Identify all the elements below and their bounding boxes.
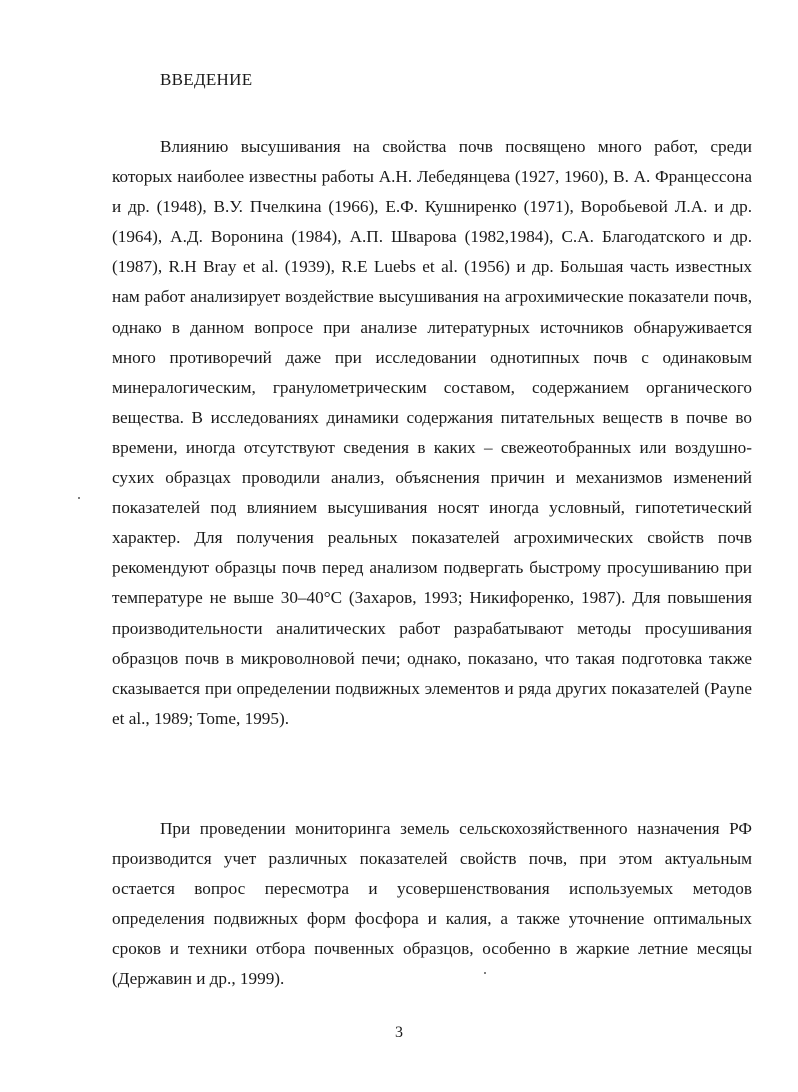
paragraph-2: При проведении мониторинга земель сельскохозяйственного назначения РФ производится учет различных показателей свойств почв, при этом актуальным остается вопрос пересмотра и усовершенствования используемых методов определения подвижных форм фосфора и калия, а также уточнение оптимальных сроков и техники отбора почвенных образцов, особенно в жаркие летние месяцы (Державин и др., 1999). <box>112 819 752 989</box>
body-text-block-1 <box>112 132 752 734</box>
scan-speck <box>484 972 486 974</box>
page-number: 3 <box>395 1024 403 1041</box>
paragraph-1: Влиянию высушивания на свойства почв посвящено много работ, среди которых наиболее известны работы А.Н. Лебедянцева (1927, 1960), В. А. Францессона и др. (1948), В.У. Пчелкина (1966), Е.Ф. Кушниренко (1971), Воробьевой Л.А. и др. (1964), А.Д. Воронина (1984), А.П. Шварова (1982,1984), С.А. Благодатского и др. (1987), R.H Bray et al. (1939), R.E Luebs et al. (1956) и др. Большая часть известных нам работ анализирует воздействие высушивания на агрохимические показатели почв, однако в данном вопросе при анализе литературных источников обнаруживается много противоречий даже при исследовании однотипных почв с одинаковым минералогическим, гранулометрическим составом, содержанием органического вещества. В исследованиях динамики содержания питательных веществ в почве во времени, иногда отсутствуют сведения в каких – свежеотобранных или воздушно-сухих образцах проводили анализ, объяснения причин и механизмов изменений показателей под влиянием высушивания носят иногда условный, гипотетический характер. Для получения реальных показателей агрохимических свойств почв рекомендуют образцы почв перед анализом подвергать быстрому просушиванию при температуре не выше 30–40°С (Захаров, 1993; Никифоренко, 1987). Для повышения производительности аналитических работ разрабатывают методы просушивания образцов почв в микроволновой печи; однако, показано, что такая подготовка также сказывается при определении подвижных элементов и ряда других показателей (Payne et al., 1989; Tome, 1995). <box>112 137 752 728</box>
section-heading: ВВЕДЕНИЕ <box>160 70 253 89</box>
scan-speck <box>78 497 80 499</box>
body-text-block-2 <box>112 814 752 995</box>
